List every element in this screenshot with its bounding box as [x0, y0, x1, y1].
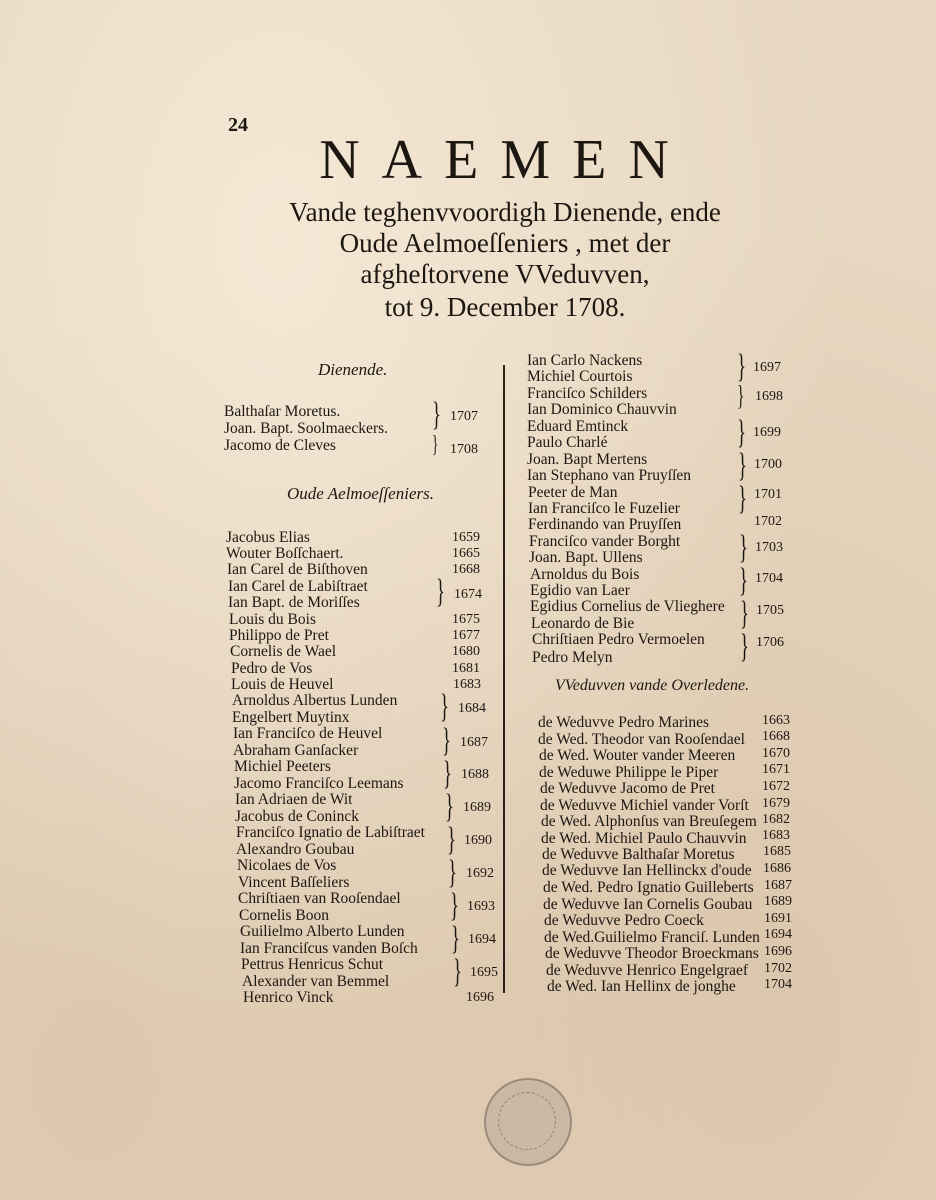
oude-year: 1665: [452, 546, 480, 561]
oude-entry: Ian Bapt. de Moriſſes: [228, 594, 360, 611]
oude-year: 1659: [452, 530, 480, 545]
dienende-heading: Dienende.: [318, 360, 388, 379]
weduvve-year: 1682: [762, 812, 790, 827]
weduvve-entry: de Wed. Theodor van Rooſendael: [538, 731, 745, 748]
group-year: 1697: [753, 360, 781, 375]
brace: }: [436, 573, 445, 610]
oude-entry: Franciſco Ignatio de Labiſtraet: [236, 824, 425, 841]
weduvve-year: 1672: [762, 779, 790, 794]
right-entry: Paulo Charlé: [527, 434, 608, 451]
oude-year: 1681: [452, 661, 480, 676]
dienende-entry: Jacomo de Cleves: [224, 437, 336, 454]
oude-entry: Jacobus de Coninck: [235, 808, 359, 825]
weduvve-entry: de Weduvve Theodor Broeckmans: [545, 945, 759, 962]
oude-entry: Ian Franciſcus vanden Boſch: [240, 940, 418, 957]
weduvven-heading: VVeduvven vande Overledene.: [555, 677, 750, 694]
oude-entry: Louis du Bois: [229, 611, 316, 628]
oude-year: 1668: [452, 562, 480, 577]
oude-year: 1675: [452, 612, 480, 627]
right-entry: Chriſtiaen Pedro Vermoelen: [532, 631, 705, 648]
weduvve-year: 1671: [762, 762, 790, 777]
oude-entry: Philippo de Pret: [229, 627, 329, 644]
weduvve-entry: de Wed. Alphonſus van Breuſegem: [541, 813, 757, 830]
weduvve-year: 1683: [762, 828, 790, 843]
right-entry: Ferdinando van Pruyſſen: [528, 516, 682, 533]
library-stamp: [484, 1078, 572, 1166]
oude-entry: Louis de Heuvel: [231, 676, 334, 693]
weduvve-entry: de Wed. Ian Hellinx de jonghe: [547, 978, 736, 995]
brace: }: [740, 628, 749, 665]
group-year: 1702: [754, 514, 782, 529]
oude-entry: Cornelis Boon: [239, 907, 329, 924]
column-divider: [503, 365, 505, 993]
oude-year: 1683: [453, 677, 481, 692]
weduvve-entry: de Weduvve Jacomo de Pret: [540, 780, 715, 797]
oude-entry: Jacobus Elias: [226, 529, 310, 546]
oude-entry: Chriſtiaen van Rooſendael: [238, 890, 401, 907]
group-year: 1694: [468, 932, 496, 947]
oude-entry: Ian Franciſco de Heuvel: [233, 725, 383, 742]
weduvve-year: 1694: [764, 927, 792, 942]
right-entry: Ian Stephano van Pruyſſen: [527, 467, 692, 484]
weduvve-year: 1687: [764, 878, 792, 893]
group-year: 1687: [460, 735, 488, 750]
weduvve-entry: de Wed. Michiel Paulo Chauvvin: [541, 830, 747, 847]
brace: }: [445, 788, 454, 825]
page-number: 24: [228, 114, 248, 136]
oude-year: 1696: [466, 990, 494, 1005]
oude-entry: Nicolaes de Vos: [237, 857, 337, 874]
right-entry: Michiel Courtois: [527, 368, 633, 385]
brace: }: [739, 562, 748, 599]
oude-entry: Henrico Vinck: [243, 989, 334, 1006]
right-entry: Pedro Melyn: [532, 649, 613, 666]
group-year: 1706: [756, 635, 784, 650]
weduvve-year: 1696: [764, 944, 792, 959]
oude-entry: Vincent Baſſeliers: [238, 874, 350, 891]
group-year: 1674: [454, 587, 482, 602]
right-entry: Ian Dominico Chauvvin: [527, 401, 677, 418]
weduvve-entry: de Weduvve Michiel vander Vorſt: [540, 797, 749, 814]
right-entry: Joan. Bapt Mertens: [527, 451, 648, 468]
right-entry: Egidius Cornelius de Vlieghere: [530, 598, 725, 615]
weduvve-entry: de Weduvve Ian Cornelis Goubau: [543, 896, 753, 913]
right-entry: Ian Carlo Nackens: [527, 352, 643, 369]
group-year: 1703: [755, 540, 783, 555]
weduvve-year: 1704: [764, 977, 792, 992]
brace: }: [737, 381, 745, 412]
group-year: 1705: [756, 603, 784, 618]
oude-entry: Pedro de Vos: [231, 660, 313, 677]
group-year: 1699: [753, 425, 781, 440]
group-year: 1698: [755, 389, 783, 404]
page-title: NAEMEN: [319, 129, 691, 191]
right-entry: Franciſco vander Borght: [529, 533, 681, 550]
brace: }: [737, 414, 746, 451]
subtitle-line-3: afgheſtorvene VVeduvven,: [360, 259, 650, 289]
right-entry: Leonardo de Bie: [531, 615, 635, 632]
subtitle-line-1: Vande teghenvvoordigh Dienende, ende: [289, 197, 721, 227]
oude-entry: Ian Adriaen de Wit: [235, 791, 353, 808]
right-entry: Franciſco Schilders: [527, 385, 648, 402]
weduvve-entry: de Weduvve Ian Hellinckx d'oude: [542, 862, 752, 879]
brace: }: [448, 854, 457, 891]
weduvve-year: 1689: [764, 894, 792, 909]
brace: }: [450, 887, 459, 924]
group-year: 1688: [461, 767, 489, 782]
right-entry: Egidio van Laer: [530, 582, 630, 599]
oude-entry: Alexandro Goubau: [236, 841, 355, 858]
group-year: 1707: [450, 409, 478, 424]
right-entry: Arnoldus du Bois: [530, 566, 640, 583]
brace: }: [432, 396, 441, 433]
weduvve-year: 1668: [762, 729, 790, 744]
group-year: 1701: [754, 487, 782, 502]
oude-entry: Cornelis de Wael: [230, 643, 337, 660]
weduvve-entry: de Weduvve Balthaſar Moretus: [542, 846, 735, 863]
brace: }: [737, 348, 746, 385]
group-year: 1708: [450, 442, 478, 457]
brace: }: [740, 595, 749, 632]
brace: }: [443, 755, 452, 792]
oude-year: 1680: [452, 644, 480, 659]
weduvve-entry: de Weduwe Philippe le Piper: [539, 764, 719, 781]
weduvve-entry: de Weduvve Pedro Coeck: [544, 912, 704, 929]
brace: }: [451, 920, 460, 957]
weduvve-entry: de Wed.Guilielmo Franciſ. Lunden: [544, 929, 760, 946]
brace: }: [440, 688, 449, 725]
oude-entry: Pettrus Henricus Schut: [241, 956, 384, 973]
oude-entry: Jacomo Franciſco Leemans: [234, 775, 404, 792]
oude-entry: Michiel Peeters: [234, 758, 331, 775]
oude-entry: Abraham Ganſacker: [233, 742, 359, 759]
weduvve-year: 1670: [762, 746, 790, 761]
oude-entry: Wouter Boſſchaert.: [226, 545, 344, 562]
oude-entry: Guilielmo Alberto Lunden: [240, 923, 405, 940]
stamp-inner-ring: [498, 1092, 556, 1150]
group-year: 1695: [470, 965, 498, 980]
right-entry: Eduard Emtinck: [527, 418, 629, 435]
oude-entry: Engelbert Muytinx: [232, 709, 350, 726]
weduvve-entry: de Weduvve Henrico Engelgraef: [546, 962, 749, 979]
weduvve-entry: de Weduvve Pedro Marines: [538, 714, 710, 731]
weduvve-year: 1679: [762, 796, 790, 811]
brace: }: [453, 953, 462, 990]
weduvve-year: 1702: [764, 961, 792, 976]
right-entry: Ian Franciſco le Fuzelier: [528, 500, 680, 517]
oude-entry: Ian Carel de Labiſtraet: [228, 578, 368, 595]
weduvve-year: 1686: [763, 861, 791, 876]
right-entry: Joan. Bapt. Ullens: [529, 549, 643, 566]
group-year: 1689: [463, 800, 491, 815]
brace: }: [738, 480, 747, 517]
group-year: 1704: [755, 571, 783, 586]
weduvve-entry: de Wed. Wouter vander Meeren: [539, 747, 736, 764]
dienende-entry: Joan. Bapt. Soolmaeckers.: [224, 420, 389, 437]
oude-entry: Arnoldus Albertus Lunden: [232, 692, 398, 709]
weduvve-year: 1663: [762, 713, 790, 728]
dienende-entry: Balthaſar Moretus.: [224, 403, 341, 420]
group-year: 1692: [466, 866, 494, 881]
group-year: 1693: [467, 899, 495, 914]
brace: }: [432, 432, 439, 458]
brace: }: [739, 529, 748, 566]
brace: }: [738, 447, 747, 484]
weduvve-year: 1685: [763, 844, 791, 859]
oude-heading: Oude Aelmoeſſeniers.: [287, 484, 434, 503]
subtitle-line-4: tot 9. December 1708.: [384, 292, 626, 322]
oude-entry: Ian Carel de Biſthoven: [227, 561, 368, 578]
group-year: 1684: [458, 701, 486, 716]
oude-entry: Alexander van Bemmel: [242, 973, 390, 990]
right-entry: Peeter de Man: [528, 484, 618, 501]
brace: }: [442, 722, 451, 759]
subtitle-line-2: Oude Aelmoeſſeniers , met der: [339, 228, 671, 258]
weduvve-entry: de Wed. Pedro Ignatio Guilleberts: [543, 879, 754, 896]
weduvve-year: 1691: [764, 911, 792, 926]
brace: }: [447, 821, 456, 858]
group-year: 1700: [754, 457, 782, 472]
group-year: 1690: [464, 833, 492, 848]
oude-year: 1677: [452, 628, 480, 643]
